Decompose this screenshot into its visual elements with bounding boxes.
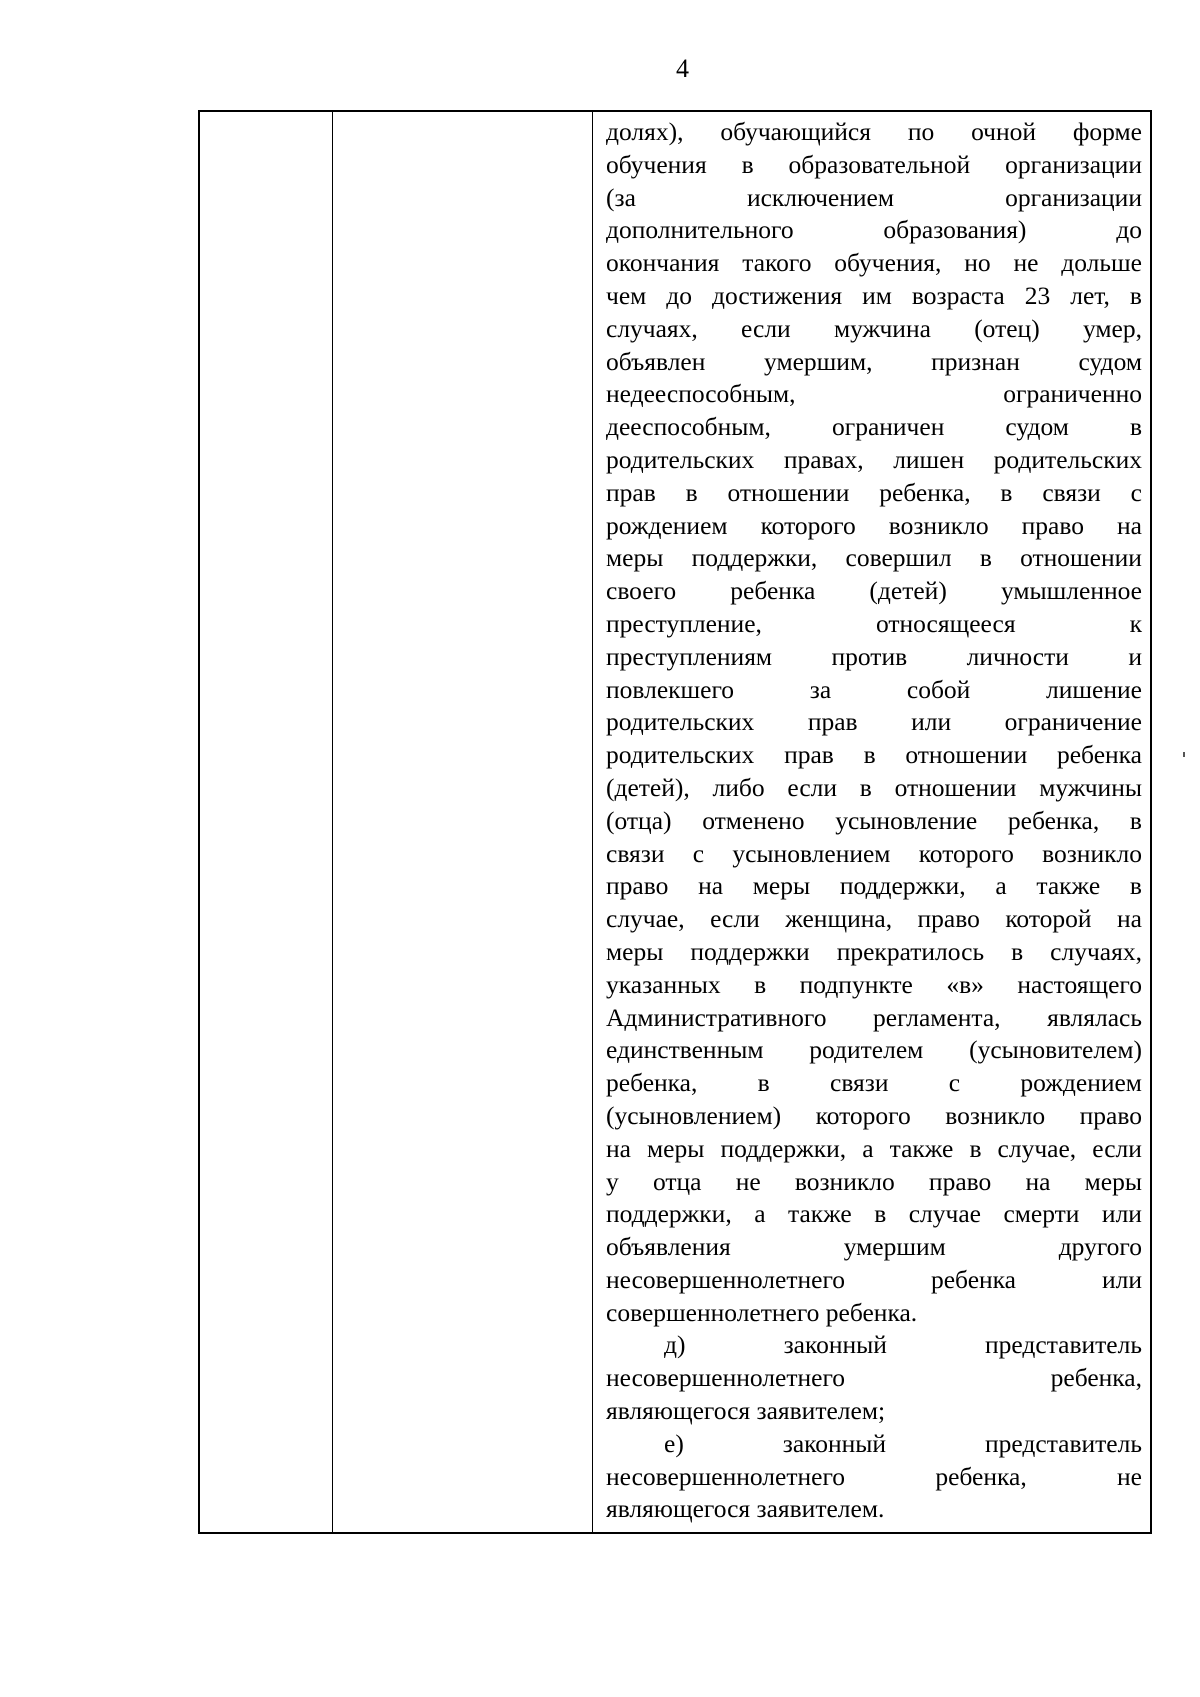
word: либо bbox=[712, 772, 765, 802]
word: Административного bbox=[606, 1002, 827, 1032]
word: совершил bbox=[845, 543, 952, 573]
word: ребенка, bbox=[879, 477, 971, 507]
text-line bbox=[606, 510, 1142, 543]
word: объявлен bbox=[606, 346, 706, 376]
text-line bbox=[606, 411, 1142, 444]
word: рождением bbox=[606, 510, 728, 540]
word: долях), bbox=[606, 117, 684, 146]
text-line bbox=[606, 1395, 1142, 1428]
word: преступление, bbox=[606, 608, 762, 638]
word: в bbox=[1129, 412, 1142, 442]
word: связи bbox=[830, 1068, 889, 1098]
word: в bbox=[754, 969, 767, 999]
word: в bbox=[1011, 936, 1024, 966]
word: которого bbox=[815, 1100, 911, 1130]
text-line bbox=[606, 870, 1142, 903]
word: право bbox=[1079, 1100, 1142, 1130]
word: в bbox=[1129, 280, 1142, 310]
word: на bbox=[606, 1133, 631, 1163]
word: отменено bbox=[702, 805, 805, 835]
text-line bbox=[606, 805, 1142, 838]
word: дееспособным, bbox=[606, 412, 771, 442]
word: у bbox=[606, 1166, 619, 1196]
word: к bbox=[1129, 608, 1142, 638]
word: такого bbox=[742, 248, 812, 278]
word: ребенка, bbox=[935, 1461, 1027, 1491]
word: им bbox=[862, 280, 892, 310]
word: ребенка, bbox=[1050, 1363, 1142, 1393]
word: ребенка bbox=[1056, 740, 1142, 770]
word: отношении bbox=[905, 740, 1028, 770]
word: совершеннолетнего ребенка. bbox=[606, 1297, 918, 1327]
text-line bbox=[606, 706, 1142, 739]
word: на bbox=[1025, 1166, 1051, 1196]
word: родителем bbox=[809, 1035, 924, 1065]
word: ограничение bbox=[1004, 707, 1142, 737]
word: если bbox=[710, 904, 760, 934]
word: умышленное bbox=[1000, 576, 1142, 606]
word: с bbox=[948, 1068, 961, 1098]
word: другого bbox=[1058, 1232, 1142, 1262]
text-line bbox=[606, 477, 1142, 510]
word: а bbox=[862, 1133, 874, 1163]
text-line bbox=[606, 313, 1142, 346]
word: указанных bbox=[606, 969, 721, 999]
word: лет, bbox=[1070, 280, 1110, 310]
text-line bbox=[606, 214, 1142, 247]
scan-artifact bbox=[1183, 752, 1185, 757]
word: образовательной bbox=[788, 149, 971, 179]
word: судом bbox=[1078, 346, 1142, 376]
text-line bbox=[606, 969, 1142, 1002]
word: до bbox=[666, 280, 693, 310]
word: меры bbox=[752, 871, 811, 901]
word: отношении bbox=[894, 772, 1017, 802]
word: (детей), bbox=[606, 772, 690, 802]
word: не bbox=[735, 1166, 761, 1196]
word: являющегося заявителем; bbox=[606, 1396, 886, 1426]
text-line bbox=[606, 444, 1142, 477]
word: прекратилось bbox=[836, 936, 985, 966]
word: за bbox=[809, 674, 832, 704]
word: преступлениям bbox=[606, 641, 773, 671]
word: право bbox=[606, 871, 669, 901]
word: в bbox=[1129, 871, 1142, 901]
word: недееспособным, bbox=[606, 379, 796, 409]
word: д) bbox=[664, 1330, 686, 1360]
word: смерти bbox=[1003, 1199, 1080, 1229]
word: в bbox=[863, 740, 876, 770]
word: возраста bbox=[911, 280, 1005, 310]
word: умершим, bbox=[764, 346, 873, 376]
word: отношении bbox=[727, 477, 850, 507]
word: возникло bbox=[945, 1100, 1046, 1130]
word: или bbox=[911, 707, 952, 737]
word: являлась bbox=[1047, 1002, 1142, 1032]
word: или bbox=[1101, 1199, 1142, 1229]
word: усыновлением bbox=[732, 838, 891, 868]
word: также bbox=[1036, 871, 1101, 901]
word: представитель bbox=[985, 1428, 1142, 1458]
word: поддержки, bbox=[606, 1199, 732, 1229]
text-line bbox=[606, 936, 1142, 969]
text-line bbox=[606, 1362, 1142, 1395]
word: право bbox=[917, 904, 980, 934]
word: (отец) bbox=[974, 313, 1040, 343]
word: относящееся bbox=[875, 608, 1016, 638]
word: форме bbox=[1072, 117, 1142, 146]
text-line bbox=[606, 1198, 1142, 1231]
word: судом bbox=[1005, 412, 1069, 442]
word: меры bbox=[606, 543, 664, 573]
word: исключением bbox=[746, 182, 895, 212]
word: родительских bbox=[606, 707, 755, 737]
word: в bbox=[1129, 805, 1142, 835]
word: а bbox=[995, 871, 1007, 901]
word: ребенка bbox=[930, 1264, 1016, 1294]
word: прав bbox=[606, 477, 656, 507]
word: меры bbox=[1084, 1166, 1142, 1196]
word: родительских bbox=[606, 444, 755, 474]
text-line bbox=[606, 1428, 1142, 1461]
word: в bbox=[969, 1133, 982, 1163]
word: поддержки, bbox=[720, 1133, 847, 1163]
text-line bbox=[606, 1133, 1142, 1166]
word: регламента, bbox=[873, 1002, 1001, 1032]
word: личности bbox=[966, 641, 1069, 671]
word: обучения, bbox=[834, 248, 942, 278]
text-line bbox=[606, 903, 1142, 936]
text-line bbox=[606, 1329, 1142, 1362]
text-line bbox=[606, 838, 1142, 871]
word: также bbox=[787, 1199, 852, 1229]
word: если bbox=[787, 772, 838, 802]
word: достижения bbox=[712, 280, 843, 310]
text-line bbox=[606, 542, 1142, 575]
table-cell-text bbox=[606, 116, 1142, 1526]
word: законный bbox=[783, 1330, 887, 1360]
word: (отца) bbox=[606, 805, 672, 835]
text-line bbox=[606, 1166, 1142, 1199]
word: с bbox=[692, 838, 705, 868]
word: дольше bbox=[1061, 248, 1142, 278]
text-line bbox=[606, 1461, 1142, 1494]
word: организации bbox=[1005, 182, 1142, 212]
word: прав bbox=[784, 740, 834, 770]
word: также bbox=[889, 1133, 954, 1163]
word: поддержки, bbox=[839, 871, 966, 901]
word: мужчина bbox=[833, 313, 931, 343]
word: подпункте bbox=[799, 969, 913, 999]
word: дополнительного bbox=[606, 215, 794, 245]
word: прав bbox=[807, 707, 858, 737]
word: ребенка, bbox=[606, 1068, 698, 1098]
text-line bbox=[606, 1297, 1142, 1330]
word: а bbox=[754, 1199, 766, 1229]
word: в bbox=[685, 477, 698, 507]
word: не bbox=[1013, 248, 1039, 278]
word: 23 bbox=[1024, 280, 1051, 310]
text-line bbox=[606, 1231, 1142, 1264]
word: родительских bbox=[993, 444, 1142, 474]
text-line bbox=[606, 739, 1142, 772]
word: женщина, bbox=[785, 904, 893, 934]
word: не bbox=[1117, 1461, 1142, 1491]
word: случае bbox=[908, 1199, 981, 1229]
text-line bbox=[606, 1100, 1142, 1133]
word: единственным bbox=[606, 1035, 764, 1065]
text-line bbox=[606, 182, 1142, 215]
word: в bbox=[859, 772, 872, 802]
word: право bbox=[1021, 510, 1084, 540]
text-line bbox=[606, 641, 1142, 674]
word: в bbox=[757, 1068, 770, 1098]
word: по bbox=[907, 117, 935, 146]
document-table bbox=[198, 110, 1152, 1534]
word: которого bbox=[760, 510, 856, 540]
word: (детей) bbox=[869, 576, 947, 606]
word: в bbox=[1000, 477, 1013, 507]
word: е) bbox=[664, 1428, 684, 1458]
word: окончания bbox=[606, 248, 720, 278]
word: отца bbox=[652, 1166, 702, 1196]
text-line bbox=[606, 1264, 1142, 1297]
word: которого bbox=[918, 838, 1014, 868]
word: являющегося заявителем. bbox=[606, 1494, 885, 1524]
table-column-divider bbox=[592, 112, 593, 1532]
text-line bbox=[606, 608, 1142, 641]
word: несовершеннолетнего bbox=[606, 1363, 846, 1393]
word: но bbox=[964, 248, 991, 278]
word: право bbox=[928, 1166, 992, 1196]
word: связи bbox=[606, 838, 665, 868]
word: умер, bbox=[1082, 313, 1142, 343]
word: до bbox=[1116, 215, 1142, 245]
word: с bbox=[1130, 477, 1142, 507]
word: меры bbox=[606, 936, 664, 966]
word: обучения bbox=[606, 149, 707, 179]
word: очной bbox=[971, 117, 1037, 146]
word: правах, bbox=[783, 444, 864, 474]
word: возникло bbox=[794, 1166, 895, 1196]
word: несовершеннолетнего bbox=[606, 1461, 846, 1491]
word: рождением bbox=[1020, 1068, 1142, 1098]
word: собой bbox=[906, 674, 971, 704]
word: несовершеннолетнего bbox=[606, 1264, 846, 1294]
word: случае, bbox=[997, 1133, 1077, 1163]
word: признан bbox=[931, 346, 1020, 376]
word: меры bbox=[647, 1133, 705, 1163]
word: ограниченно bbox=[1003, 379, 1142, 409]
word: случаях, bbox=[1050, 936, 1142, 966]
text-line bbox=[606, 1002, 1142, 1035]
text-line bbox=[606, 575, 1142, 608]
word: мужчины bbox=[1039, 772, 1142, 802]
word: образования) bbox=[883, 215, 1027, 245]
word: случаях, bbox=[606, 313, 698, 343]
word: (за bbox=[606, 182, 636, 212]
word: на bbox=[698, 871, 724, 901]
word: связи bbox=[1042, 477, 1101, 507]
word: на bbox=[1117, 510, 1142, 540]
word: ребенка bbox=[730, 576, 816, 606]
word: отношении bbox=[1020, 543, 1142, 573]
word: лишен bbox=[893, 444, 965, 474]
text-line bbox=[606, 378, 1142, 411]
word: поддержки bbox=[690, 936, 810, 966]
text-line bbox=[606, 772, 1142, 805]
word: возникло bbox=[888, 510, 989, 540]
word: законный bbox=[782, 1428, 887, 1458]
word: против bbox=[831, 641, 908, 671]
word: ребенка, bbox=[1007, 805, 1100, 835]
word: если bbox=[1092, 1133, 1142, 1163]
text-line bbox=[606, 149, 1142, 182]
word: «в» bbox=[946, 969, 984, 999]
word: организации bbox=[1005, 149, 1142, 179]
word: представитель bbox=[985, 1330, 1142, 1360]
word: объявления bbox=[606, 1232, 731, 1262]
text-line bbox=[606, 1493, 1142, 1526]
table-column-divider bbox=[332, 112, 333, 1532]
word: если bbox=[741, 313, 791, 343]
text-line bbox=[606, 280, 1142, 313]
word: случае, bbox=[606, 904, 685, 934]
word: своего bbox=[606, 576, 677, 606]
word: в bbox=[741, 149, 754, 179]
text-line bbox=[606, 1067, 1142, 1100]
word: ограничен bbox=[831, 412, 945, 442]
word: (усыновителем) bbox=[969, 1035, 1142, 1065]
word: и bbox=[1128, 641, 1142, 671]
word: которой bbox=[1005, 904, 1092, 934]
text-line bbox=[606, 346, 1142, 379]
word: (усыновлением) bbox=[606, 1100, 782, 1130]
word: в bbox=[979, 543, 992, 573]
word: обучающийся bbox=[720, 117, 871, 146]
word: родительских bbox=[606, 740, 755, 770]
word: в bbox=[874, 1199, 887, 1229]
word: или bbox=[1101, 1264, 1142, 1294]
word: на bbox=[1117, 904, 1142, 934]
text-line bbox=[606, 1034, 1142, 1067]
text-line bbox=[606, 247, 1142, 280]
text-line bbox=[606, 116, 1142, 149]
page-number: 4 bbox=[676, 54, 689, 83]
word: чем bbox=[606, 280, 647, 310]
word: настоящего bbox=[1017, 969, 1142, 999]
word: усыновление bbox=[835, 805, 978, 835]
word: повлекшего bbox=[606, 674, 735, 704]
word: умершим bbox=[843, 1232, 946, 1262]
word: возникло bbox=[1042, 838, 1142, 868]
text-line bbox=[606, 674, 1142, 707]
word: лишение bbox=[1046, 674, 1142, 704]
word: поддержки, bbox=[691, 543, 818, 573]
